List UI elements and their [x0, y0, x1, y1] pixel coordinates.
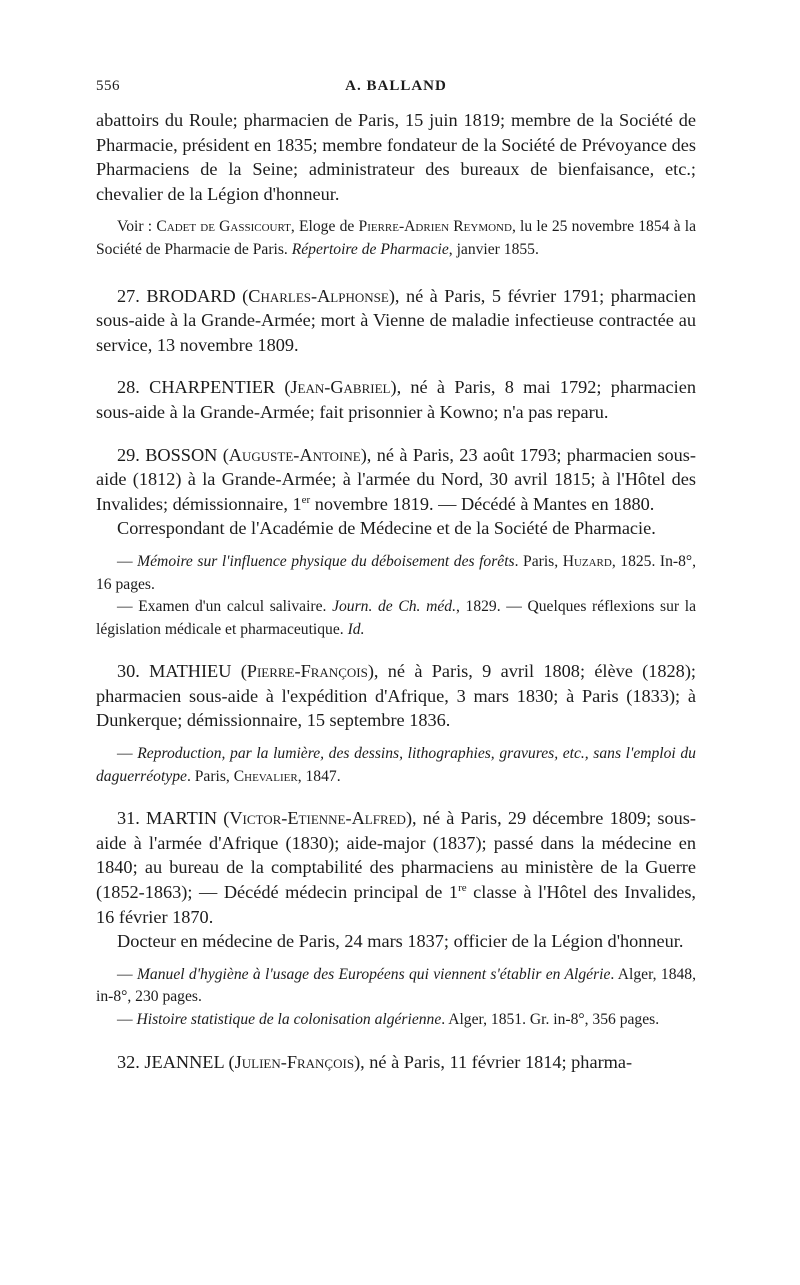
running-head — [96, 78, 696, 100]
entry-27-brodard: 27. BRODARD (Charles-Alphonse), né à Paris, 5 février 1791; pharmacien sous-aide à la Grande-Armée; mort à Vienne de maladie infectieuse contractée au service, 13 novembre 1809. — [96, 285, 696, 355]
reference-note-reymond: Voir : Cadet de Gassicourt, Eloge de Pierre-Adrien Reymond, lu le 25 novembre 1854 à la Société de Pharmacie de Paris. Répertoire de Pharmacie, janvier 1855. — [96, 218, 697, 258]
entry-31-martin: 31. MARTIN (Victor-Etienne-Alfred), né à Paris, 29 décembre 1809; sous-aide à l'armée d'Afrique (1830); aide-major (1837); passé dans la médecine en 1840; au bureau de la comptabilité des pharmaciens au ministère de la Guerre (1852-1863); — Décédé médecin principal de 1re classe à l'Hôtel des Invalides, 16 février 1870. — [96, 808, 696, 927]
publication-calcul-salivaire: — Examen d'un calcul salivaire. Journ. de Ch. méd., 1829. — Quelques réflexions sur la législation médicale et pharmaceutique. Id. — [96, 598, 696, 638]
paragraph-reymond-continuation: abattoirs du Roule; pharmacien de Paris, 15 juin 1819; membre de la Société de Pharmacie, président en 1835; membre fondateur de la Société de Prévoyance des Pharmaciens de la Seine; administrateur des bureaux de bienfaisance, etc.; chevalier de la Légion d'honneur. — [96, 110, 696, 204]
page-number: 556 — [96, 78, 120, 94]
entry-28-charpentier: 28. CHARPENTIER (Jean-Gabriel), né à Paris, 8 mai 1792; pharmacien sous-aide à la Grande-Armée; fait prisonnier à Kowno; n'a pas reparu. — [96, 377, 696, 422]
publication-reproduction-lumiere: — Reproduction, par la lumière, des dessins, lithographies, gravures, etc., sans l'emploi du daguerréotype. Paris, Chevalier, 1847. — [96, 745, 696, 785]
entry-32-jeannel: 32. JEANNEL (Julien-François), né à Paris, 11 février 1814; pharma- — [117, 1051, 633, 1072]
running-head-author: A. BALLAND — [345, 78, 447, 94]
entry-29-bosson: 29. BOSSON (Auguste-Antoine), né à Paris, 23 août 1793; pharmacien sous-aide (1812) à la Grande-Armée; à l'armée du Nord, 30 avril 1815; à l'Hôtel des Invalides; démissionnaire, 1er novembre 1819. — Décédé à Mantes en 1880. — [96, 444, 697, 514]
publication-manuel-hygiene: — Manuel d'hygiène à l'usage des Européens qui viennent s'établir en Algérie. Alger, 1848, in-8°, 230 pages. — [96, 965, 696, 1006]
publication-histoire-statistique: — Histoire statistique de la colonisation algérienne. Alger, 1851. Gr. in-8°, 356 pages. — [117, 1011, 660, 1028]
entry-30-mathieu: 30. MATHIEU (Pierre-François), né à Paris, 9 avril 1808; élève (1828); pharmacien sous-aide à l'expédition d'Afrique, 3 mars 1830; à Paris (1833); à Dunkerque; démissionnaire, 15 septembre 1836. — [96, 661, 696, 731]
entry-31-docteur: Docteur en médecine de Paris, 24 mars 1837; officier de la Légion d'honneur. — [117, 931, 684, 952]
entry-29-correspondant: Correspondant de l'Académie de Médecine et de la Société de Pharmacie. — [117, 518, 656, 539]
publication-memoire-deboisement: — Mémoire sur l'influence physique du déboisement des forêts. Paris, Huzard, 1825. In-8°, 16 pages. — [96, 552, 697, 593]
page-body — [96, 108, 696, 1074]
